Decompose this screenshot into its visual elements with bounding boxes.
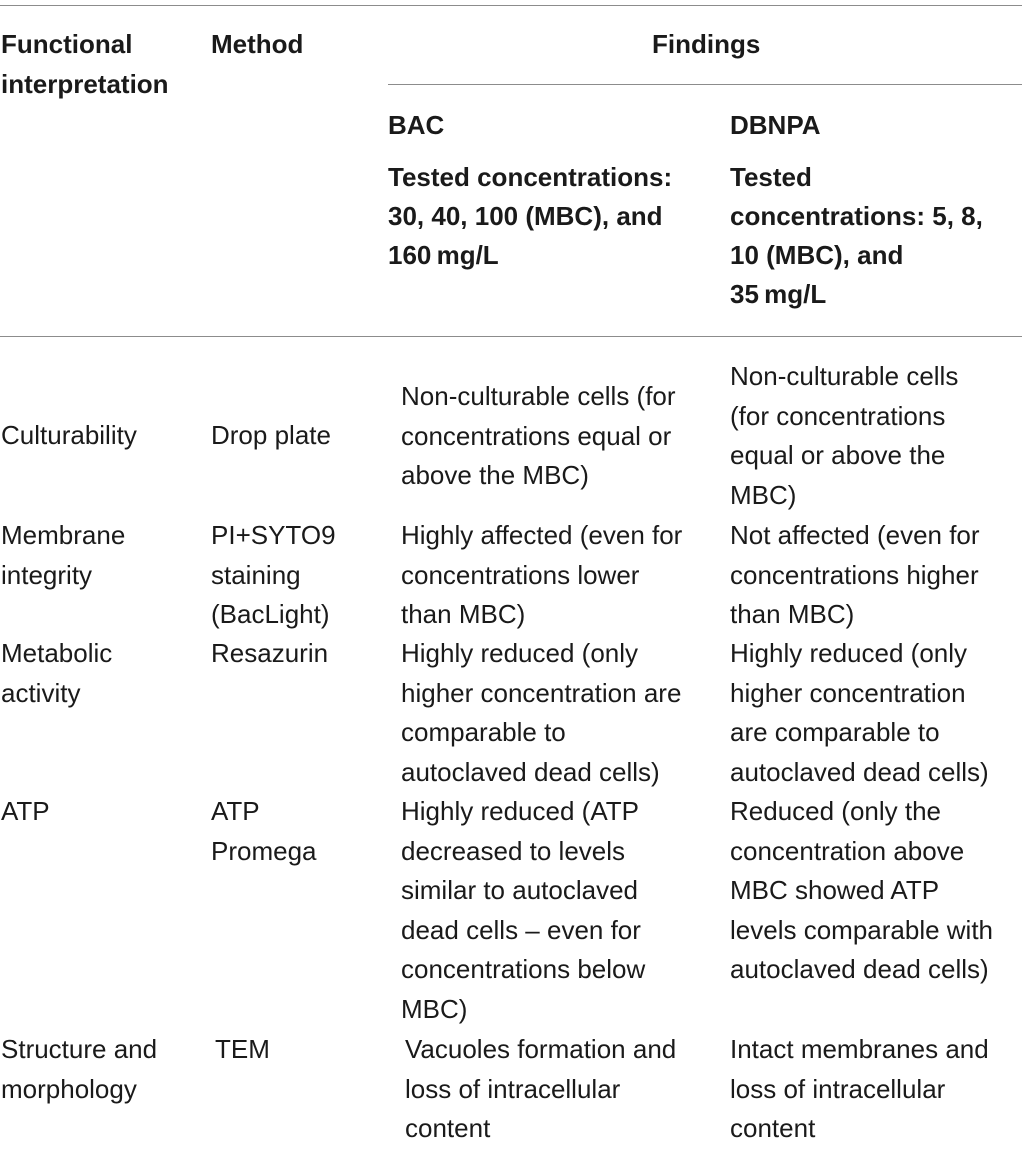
row-function: Culturability [1,420,137,450]
row-method: Drop plate [211,420,331,450]
row-method: TEM [215,1034,270,1064]
header-method: Method [211,29,304,59]
header-dbnpa: DBNPA [730,110,821,140]
row-bac-finding: Vacuoles formation and loss of intracellular content [405,1034,677,1143]
row-function: Metabolic activity [1,638,113,708]
header-dbnpa-concentrations: Tested concentrations: 5, 8, 10 (MBC), and 35 mg/L [730,162,983,309]
header-bac: BAC [388,110,445,140]
top-rule [0,5,1022,6]
row-dbnpa-finding: Not affected (even for concentrations higher than MBC) [730,520,980,629]
row-method: PI+SYTO9 staining (BacLight) [211,520,336,629]
row-dbnpa-finding: Highly reduced (only higher concentration are comparable to autoclaved dead cells) [730,638,989,787]
findings-rule [388,84,1022,85]
row-dbnpa-finding: Intact membranes and loss of intracellular content [730,1034,989,1143]
row-function: Membrane integrity [1,520,126,590]
row-dbnpa-finding: Non-culturable cells (for concentrations equal or above the MBC) [730,361,959,510]
row-bac-finding: Highly affected (even for concentrations lower than MBC) [401,520,683,629]
row-function: ATP [1,796,50,826]
row-bac-finding: Highly reduced (ATP decreased to levels similar to autoclaved dead cells – even for concentrations below MBC) [401,796,646,1024]
row-function: Structure and morphology [1,1034,158,1104]
row-method: ATP Promega [211,796,317,866]
row-bac-finding: Non-culturable cells (for concentrations equal or above the MBC) [401,381,676,490]
row-dbnpa-finding: Reduced (only the concentration above MBC showed ATP levels comparable with autoclaved dead cells) [730,796,994,984]
header-bottom-rule [0,336,1022,337]
header-functional-interpretation: Functional interpretation [1,29,169,99]
header-findings: Findings [652,29,761,59]
header-bac-concentrations: Tested concentrations: 30, 40, 100 (MBC), and 160 mg/L [388,162,673,270]
row-bac-finding: Highly reduced (only higher concentration are comparable to autoclaved dead cells) [401,638,682,787]
row-method: Resazurin [211,638,329,668]
